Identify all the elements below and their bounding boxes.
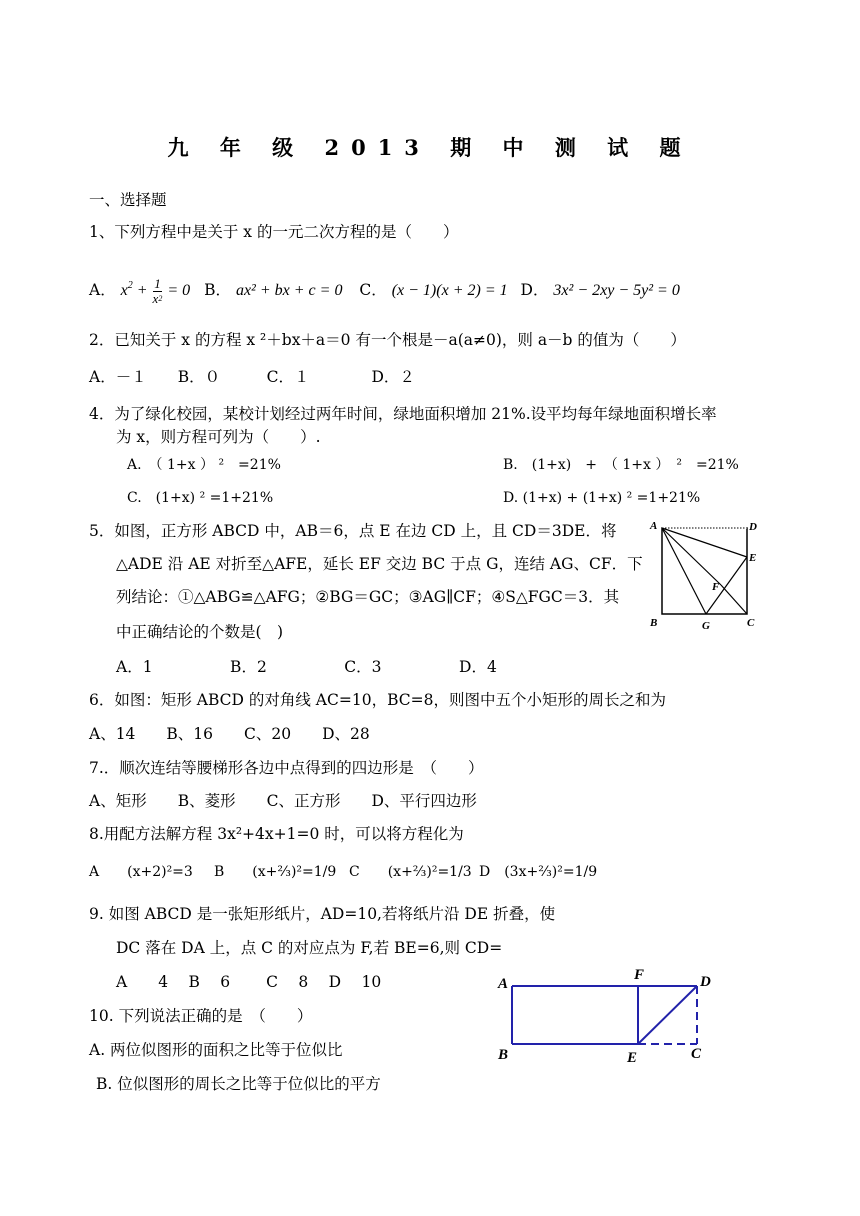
q7-stem: 7.．顺次连结等腰梯形各边中点得到的四边形是 （ ） (89, 759, 484, 777)
q4-stem-line2: 为 x，则方程可列为（ ）. (116, 428, 321, 446)
section-heading: 一、选择题 (89, 191, 167, 209)
fig5-label-b: B (650, 617, 658, 629)
q4-option-a: A. （ 1+x ） ² =21% (127, 457, 281, 473)
q8-stem: 8.用配方法解方程 3x²+4x+1=0 时，可以将方程化为 (89, 825, 464, 843)
q9-rectangle-figure (493, 962, 723, 1068)
fig5-label-c: C (747, 617, 755, 629)
q4-stem-line1: 4．为了绿化校园，某校计划经过两年时间，绿地面积增加 21%.设平均每年绿地面积增长率 (89, 405, 717, 423)
q9-options: A 4 B 6 C 8 D 10 (116, 973, 382, 991)
crease-de (638, 986, 697, 1044)
q5-stem-line1: 5．如图，正方形 ABCD 中，AB＝6，点 E 在边 CD 上，且 CD＝3DE．将 (89, 522, 617, 540)
fig9-label-c: C (691, 1046, 702, 1062)
q8-option-b: B (x+⅔)²=1/9 (214, 864, 337, 880)
q10-option-b: B. 位似图形的周长之比等于位似比的平方 (96, 1075, 381, 1093)
q5-stem-line4: 中正确结论的个数是( ) (116, 623, 284, 641)
page-title: 九 年 级 2013 期 中 测 试 题 (167, 135, 693, 160)
q10-stem: 10. 下列说法正确的是 （ ） (89, 1007, 313, 1025)
q8-option-d: D (3x+⅔)²=1/9 (479, 864, 598, 880)
q1-c-formula: (x − 1)(x + 2) = 1 (391, 282, 508, 299)
q1-b-label: B． (204, 281, 232, 299)
q1-stem: 1、下列方程中是关于 x 的一元二次方程的是（ ） (89, 223, 459, 241)
q6-options: A、14 B、16 C、20 D、28 (89, 725, 370, 743)
q5-stem-line2: △ADE 沿 AE 对折至△AFE，延长 EF 交边 BC 于点 G，连结 AG、CF．下 (116, 555, 643, 573)
fig9-label-f: F (634, 967, 645, 983)
fig9-label-d: D (700, 974, 711, 990)
q1-c-label: C． (359, 281, 387, 299)
q1-a-formula: $x^2$ + $\frac{1}{x^2}$ = 0 (120, 275, 195, 306)
q1-d-label: D． (520, 281, 549, 299)
q5-options: A．1 B．2 C．3 D．4 (116, 658, 497, 676)
fig5-label-g: G (702, 620, 710, 631)
q9-stem-line1: 9. 如图 ABCD 是一张矩形纸片，AD=10,若将纸片沿 DE 折叠，使 (89, 905, 556, 923)
q8-option-c: C (x+⅔)²=1/3 (349, 864, 472, 880)
fig5-label-e: E (749, 552, 757, 564)
q4-option-d: D. (1+x) + (1+x) ² =1+21% (503, 490, 701, 506)
fig5-label-f: F (712, 581, 720, 593)
q2-options: A．－１ B．０ C．１ D．２ (89, 368, 415, 386)
fig9-label-a: A (498, 976, 509, 992)
q6-stem: 6．如图：矩形 ABCD 的对角线 AC=10，BC=8，则图中五个小矩形的周长之和为 (89, 691, 666, 709)
q8-option-a: A (x+2)²=3 (89, 864, 193, 880)
line-af (662, 528, 721, 585)
q5-stem-line3: 列结论：①△ABG≌△AFG；②BG＝GC；③AG∥CF；④S△FGC＝3．其 (116, 588, 620, 606)
q4-option-b: B. (1+x) + （ 1+x ） ² =21% (503, 457, 739, 473)
q5-square-figure (645, 516, 770, 631)
q1-options (89, 270, 680, 310)
fig9-label-b: B (498, 1047, 509, 1063)
q1-b-formula: ax² + bx + c = 0 (235, 282, 343, 299)
q4-option-c: C. (1+x) ² =1+21% (127, 490, 274, 506)
q10-option-a: A. 两位似图形的面积之比等于位似比 (89, 1041, 343, 1059)
q7-options: A、矩形 B、菱形 C、正方形 D、平行四边形 (89, 792, 477, 810)
q2-stem: 2．已知关于 x 的方程 x ²＋bx＋a＝0 有一个根是－a(a≠0)，则 a－b 的值为（ ） (89, 331, 686, 349)
fig9-label-e: E (627, 1050, 638, 1066)
fig5-label-a: A (650, 520, 658, 532)
fig5-label-d: D (749, 521, 757, 533)
line-fc (721, 585, 747, 614)
q9-stem-line2: DC 落在 DA 上，点 C 的对应点为 F,若 BE=6,则 CD= (116, 939, 503, 957)
q1-a-label: A． (89, 281, 116, 299)
q1-d-formula: 3x² − 2xy − 5y² = 0 (553, 282, 680, 299)
